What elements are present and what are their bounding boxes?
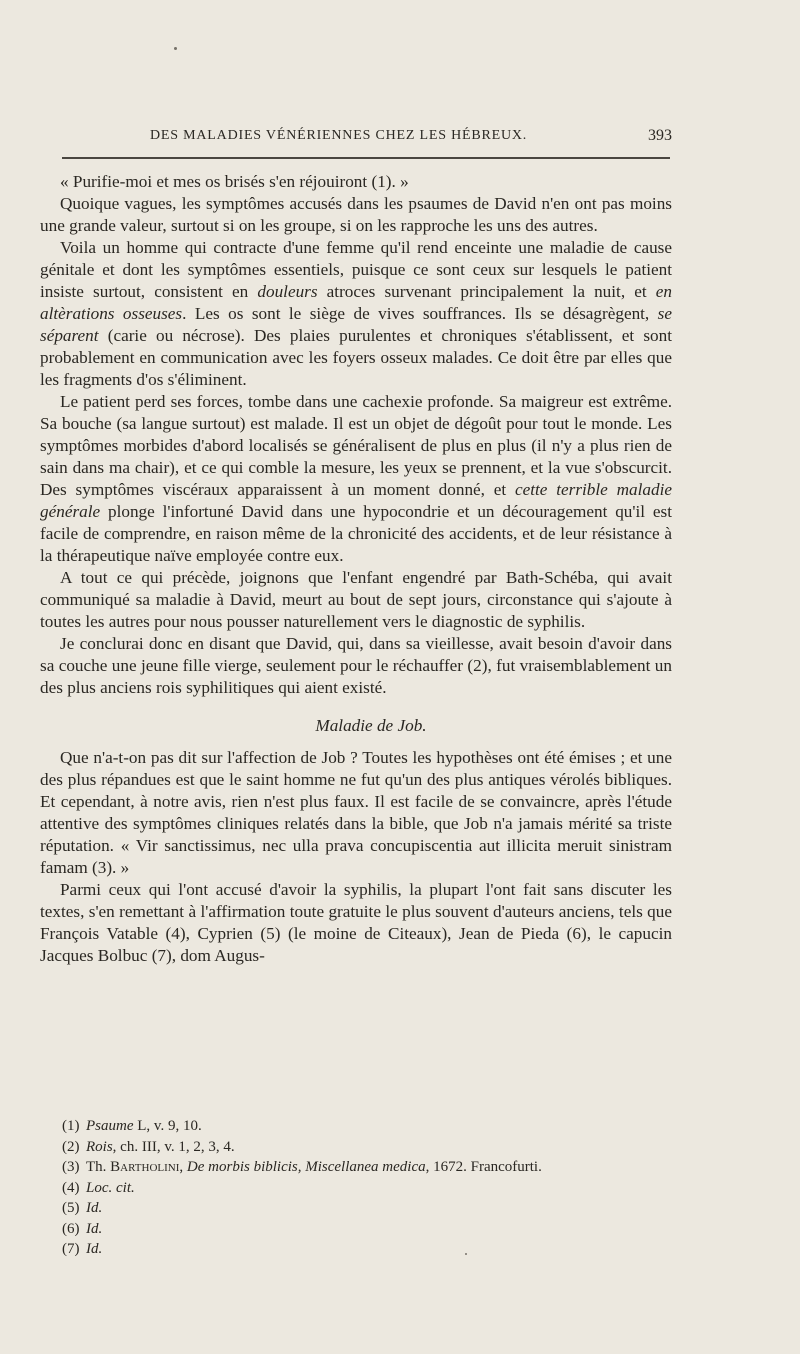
paper-speck (465, 1253, 467, 1255)
main-text (40, 171, 672, 967)
paper-speck (174, 47, 177, 50)
section-subheading: Maladie de Job. (315, 716, 427, 735)
paragraph: A tout ce qui précède, joignons que l'enfant engendré par Bath-Schéba, qui avait communiqué sa maladie à David, meurt au bout de sept jours, circonstance qui s'ajoute à toutes les autres pour nous pousser naturellement vers le diagnostic de syphilis. (40, 568, 672, 631)
footnotes (62, 1116, 672, 1260)
running-title: DES MALADIES VÉNÉRIENNES CHEZ LES HÉBREUX. (150, 128, 528, 143)
paragraph: Le patient perd ses forces, tombe dans une cachexie profonde. Sa maigreur est extrême. Sa bouche (sa langue surtout) est malade. Il est un objet de dégoût pour tout le monde. Les symptômes morbides d'abord localisés se généralisent de plus en plus (il n'y a plus rien de sain dans ma chair), et ce qui comble la mesure, les yeux se prennent, et la vue s'obscurcit. Des symptômes viscéraux apparaissent à un moment donné, et cette terrible maladie générale plonge l'infortuné David dans une hypocondrie et un découragement qu'il est facile de comprendre, en raison même de la chronicité des accidents, et de leur résistance à la thérapeutique naïve employée contre eux. (40, 392, 672, 565)
footnote: (6) Id. (62, 1220, 103, 1237)
header-rule (62, 157, 670, 159)
paragraph: Je conclurai donc en disant que David, qui, dans sa vieillesse, avait besoin d'avoir dans sa couche une jeune fille vierge, seulement pour le réchauffer (2), fut vraisemblablement un des plus anciens rois syphilitiques qui aient existé. (40, 634, 672, 697)
paragraph: Voila un homme qui contracte d'une femme qu'il rend enceinte une maladie de cause génitale et dont les symptômes essentiels, puisque ce sont ceux sur lesquels le patient insiste surtout, consistent en douleurs atroces survenant principalement la nuit, et en altèrations osseuses. Les os sont le siège de vives souffrances. Ils se désagrègent, se séparent (carie ou nécrose). Des plaies purulentes et chroniques s'établissent, et sont probablement en communication avec les foyers osseux malades. Ce doit être par elles que les fragments d'os s'éliminent. (40, 238, 672, 389)
footnote: (2) Rois, ch. III, v. 1, 2, 3, 4. (62, 1138, 235, 1155)
paragraph: « Purifie-moi et mes os brisés s'en réjouiront (1). » (60, 172, 409, 191)
running-header (150, 128, 670, 144)
paragraph: Que n'a-t-on pas dit sur l'affection de Job ? Toutes les hypothèses ont été émises ; et une des plus répandues est que le saint homme ne fut qu'un des plus antiques vérolés bibliques. Et cependant, à notre avis, rien n'est plus faux. Il est facile de se convaincre, après l'étude attentive des symptômes cliniques relatés dans la bible, que Job n'a jamais mérité sa triste réputation. « Vir sanctissimus, nec ulla prava concupiscentia aut illicita meruit sinistram famam (3). » (40, 748, 672, 877)
paragraph: Parmi ceux qui l'ont accusé d'avoir la syphilis, la plupart l'ont fait sans discuter les textes, s'en remettant à l'affirmation toute gratuite le plus souvent d'auteurs anciens, tels que François Vatable (4), Cyprien (5) (le moine de Citeaux), Jean de Pieda (6), le capucin Jacques Bolbuc (7), dom Augus- (40, 880, 672, 965)
footnote: (1) Psaume L, v. 9, 10. (62, 1118, 202, 1134)
footnote: (5) Id. (62, 1200, 103, 1216)
footnote: (4) Loc. cit. (62, 1179, 135, 1196)
footnote: (7) Id. (62, 1241, 103, 1257)
page-number: 393 (648, 127, 672, 144)
footnote: (3) Th. Bartholini, De morbis biblicis, Miscellanea medica, 1672. Francofurti. (62, 1159, 542, 1175)
paragraph: Quoique vagues, les symptômes accusés dans les psaumes de David n'en ont pas moins une grande valeur, surtout si on les groupe, si on les rapproche les uns des autres. (40, 194, 672, 235)
